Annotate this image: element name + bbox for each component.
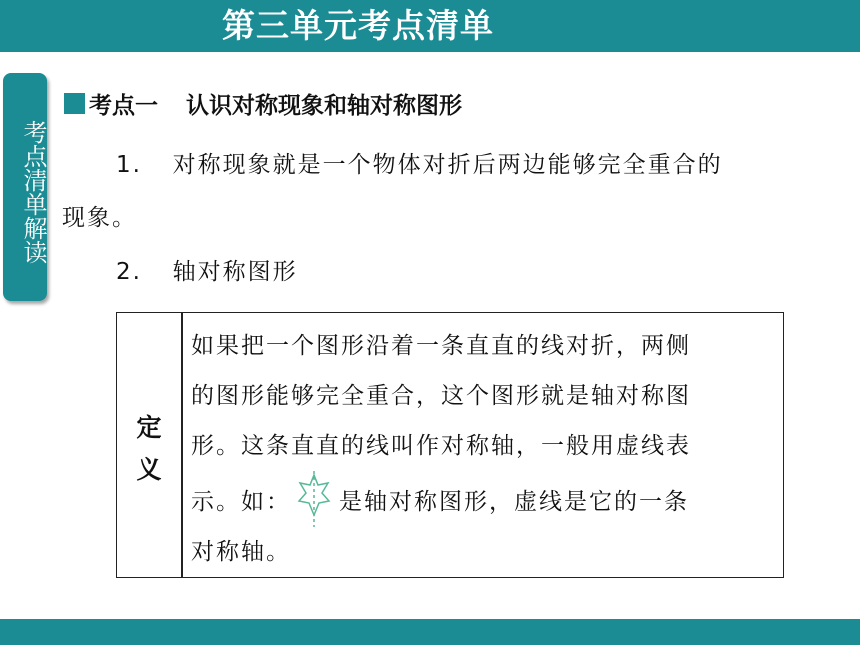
definition-text (191, 321, 771, 577)
point2-number: 2. (116, 259, 142, 285)
definition-line4-start: 示。如： (191, 489, 291, 515)
definition-label-char2: 义 (136, 455, 162, 484)
page-title: 第三单元考点清单 (222, 6, 494, 45)
definition-line: 形。这条直直的线叫作对称轴，一般用虚线表 (191, 433, 691, 459)
table-divider (181, 313, 183, 577)
definition-line: 如果把一个图形沿着一条直直的线对折，两侧 (191, 333, 691, 359)
point1-line2: 现象。 (62, 205, 137, 231)
definition-label-char1: 定 (136, 413, 162, 442)
leaf-with-dashed-axis-icon (295, 471, 333, 527)
point2-line (116, 253, 298, 286)
point1-number: 1. (116, 152, 142, 178)
definition-line: 的图形能够完全重合，这个图形就是轴对称图 (191, 383, 691, 409)
section-title: 认识对称现象和轴对称图形 (186, 92, 462, 119)
definition-table (116, 312, 784, 578)
point1-line1 (116, 146, 723, 179)
footer-bar (0, 619, 860, 645)
section-label: 考点一 (89, 92, 158, 119)
teal-square-icon (64, 93, 85, 114)
point1-text: 对称现象就是一个物体对折后两边能够完全重合的 (172, 152, 723, 178)
definition-label (117, 407, 181, 491)
point2-text: 轴对称图形 (172, 259, 298, 285)
side-tab-label: 考点清单解读 (19, 120, 47, 264)
definition-line4-end: 是轴对称图形，虚线是它的一条 (339, 489, 689, 515)
header-bar (0, 0, 860, 52)
definition-line (191, 471, 771, 527)
side-tab[interactable] (3, 73, 47, 301)
definition-line: 对称轴。 (191, 539, 291, 565)
section-heading (64, 86, 462, 120)
